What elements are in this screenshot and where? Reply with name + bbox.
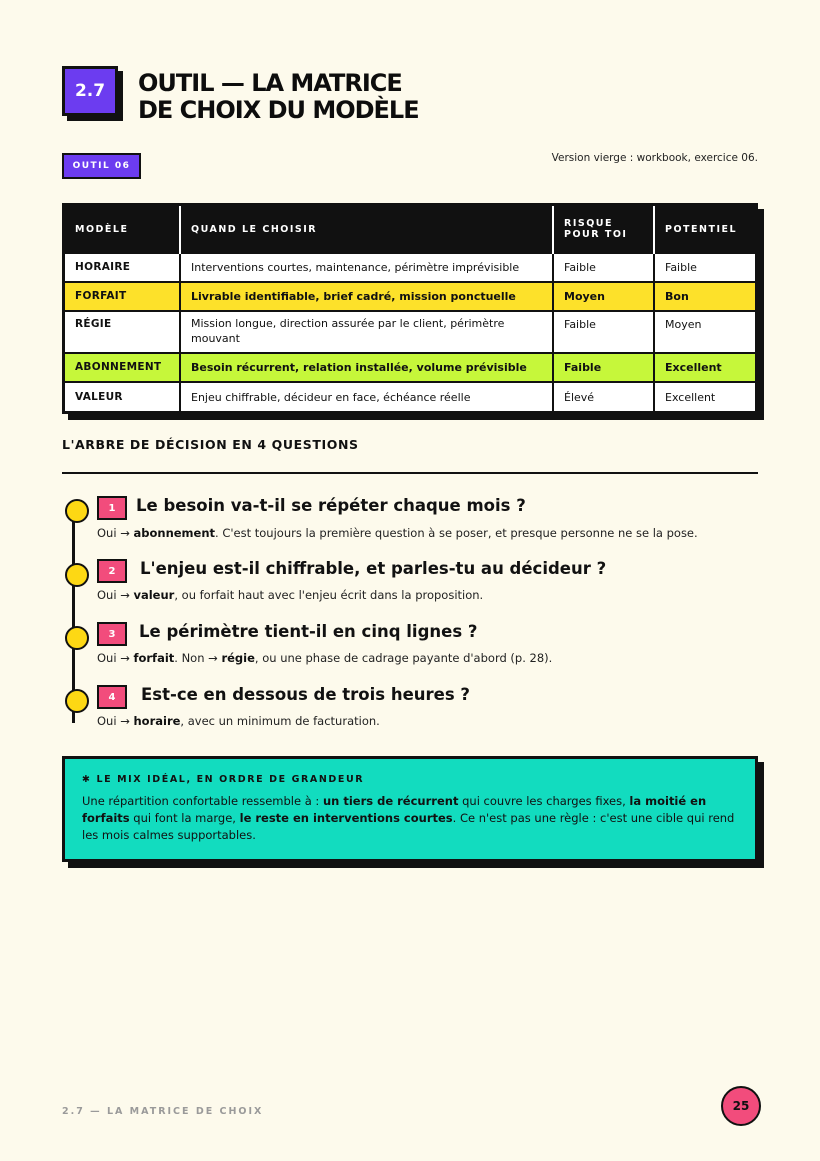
callout-emphasis: un tiers de récurrent xyxy=(322,794,459,808)
answer-text: , avec un minimum de facturation. xyxy=(180,714,380,728)
cell-when: Interventions courtes, maintenance, périmètre imprévisible xyxy=(180,253,553,282)
cell-model: HORAIRE xyxy=(65,253,180,282)
answer-model: abonnement xyxy=(133,526,216,540)
answer-model: horaire xyxy=(133,714,181,728)
model-matrix-table xyxy=(62,203,758,414)
question-answer xyxy=(97,588,483,602)
question-answer xyxy=(97,526,698,540)
timeline-dot xyxy=(65,499,89,523)
callout-text: . Ce n'est pas une règle : c'est une cible qui rend les mois calmes supportables. xyxy=(82,811,735,842)
page-number: 25 xyxy=(721,1086,761,1126)
callout-emphasis: la moitié en forfaits xyxy=(82,794,707,825)
callout-heading: ✱ LE MIX IDÉAL, EN ORDRE DE GRANDEUR xyxy=(82,774,365,785)
page-title xyxy=(138,70,419,124)
timeline-dot xyxy=(65,626,89,650)
column-header: RISQUE POUR TOI xyxy=(553,206,654,253)
decision-tree-heading: L'ARBRE DE DÉCISION EN 4 QUESTIONS xyxy=(62,437,359,452)
cell-risk: Faible xyxy=(553,253,654,282)
section-divider xyxy=(62,472,758,474)
question-title: L'enjeu est-il chiffrable, et parles-tu au décideur ? xyxy=(140,559,607,578)
cell-risk: Moyen xyxy=(553,282,654,311)
callout-text: qui couvre les charges fixes, xyxy=(458,794,630,808)
cell-when: Livrable identifiable, brief cadré, mission ponctuelle xyxy=(180,282,553,311)
table-row xyxy=(65,311,755,353)
tool-tag: OUTIL 06 xyxy=(62,153,141,179)
cell-risk: Faible xyxy=(553,311,654,353)
answer-text: , ou forfait haut avec l'enjeu écrit dans la proposition. xyxy=(174,588,484,602)
footer-section-label: 2.7 — LA MATRICE DE CHOIX xyxy=(62,1106,264,1117)
cell-when: Enjeu chiffrable, décideur en face, échéance réelle xyxy=(180,382,553,411)
answer-text: , ou une phase de cadrage payante d'abord (p. 28). xyxy=(254,651,553,665)
answer-model-alt: régie xyxy=(221,651,255,665)
cell-risk: Élevé xyxy=(553,382,654,411)
answer-model: forfait xyxy=(133,651,175,665)
table-row xyxy=(65,353,755,382)
callout-text: qui font la marge, xyxy=(129,811,240,825)
answer-prefix: Oui → xyxy=(97,526,134,540)
callout-emphasis: le reste en interventions courtes xyxy=(239,811,453,825)
callout-body xyxy=(82,793,738,844)
table-row xyxy=(65,382,755,411)
column-header: MODÈLE xyxy=(65,206,180,253)
answer-text: . Non → xyxy=(174,651,222,665)
ideal-mix-callout xyxy=(62,756,758,862)
cell-model: ABONNEMENT xyxy=(65,353,180,382)
cell-when: Mission longue, direction assurée par le client, périmètre mouvant xyxy=(180,311,553,353)
table-header-row xyxy=(65,206,755,253)
question-answer xyxy=(97,714,380,728)
cell-potential: Moyen xyxy=(654,311,755,353)
callout-text: Une répartition confortable ressemble à : xyxy=(82,794,323,808)
chapter-badge: 2.7 xyxy=(62,66,118,116)
cell-potential: Excellent xyxy=(654,353,755,382)
question-title: Le périmètre tient-il en cinq lignes ? xyxy=(139,622,478,641)
cell-potential: Bon xyxy=(654,282,755,311)
timeline-dot xyxy=(65,563,89,587)
question-answer xyxy=(97,651,552,665)
cell-when: Besoin récurrent, relation installée, volume prévisible xyxy=(180,353,553,382)
cell-model: VALEUR xyxy=(65,382,180,411)
question-title: Le besoin va-t-il se répéter chaque mois ? xyxy=(136,496,526,515)
table-row xyxy=(65,253,755,282)
version-note: Version vierge : workbook, exercice 06. xyxy=(551,152,758,164)
cell-risk: Faible xyxy=(553,353,654,382)
table-row xyxy=(65,282,755,311)
answer-prefix: Oui → xyxy=(97,588,134,602)
question-title: Est-ce en dessous de trois heures ? xyxy=(141,685,470,704)
answer-prefix: Oui → xyxy=(97,714,134,728)
question-number: 4 xyxy=(97,685,127,709)
question-number: 3 xyxy=(97,622,127,646)
question-number: 2 xyxy=(97,559,127,583)
answer-prefix: Oui → xyxy=(97,651,134,665)
answer-text: . C'est toujours la première question à se poser, et presque personne ne se la pose. xyxy=(215,526,698,540)
cell-model: FORFAIT xyxy=(65,282,180,311)
answer-model: valeur xyxy=(133,588,175,602)
question-number: 1 xyxy=(97,496,127,520)
timeline-dot xyxy=(65,689,89,713)
page-title-line2: DE CHOIX DU MODÈLE xyxy=(138,96,419,124)
cell-potential: Excellent xyxy=(654,382,755,411)
column-header: POTENTIEL xyxy=(654,206,755,253)
page-title-line1: OUTIL — LA MATRICE xyxy=(138,69,402,97)
column-header: QUAND LE CHOISIR xyxy=(180,206,553,253)
cell-potential: Faible xyxy=(654,253,755,282)
cell-model: RÉGIE xyxy=(65,311,180,353)
